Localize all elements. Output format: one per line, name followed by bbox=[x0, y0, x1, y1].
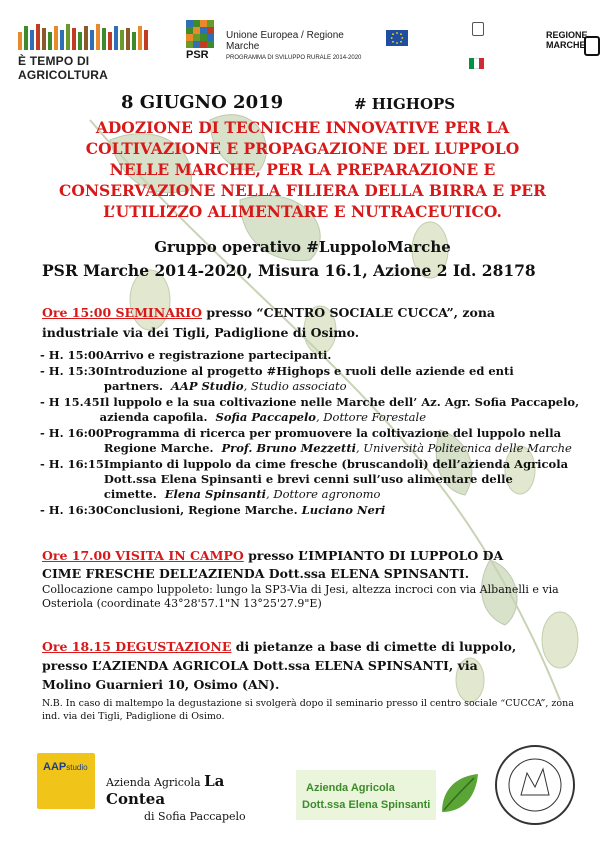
event-date: 8 GIUGNO 2019 bbox=[121, 92, 284, 113]
aap-studio-logo bbox=[37, 753, 95, 809]
event-title bbox=[20, 117, 585, 222]
event-title-line: ADOZIONE DI TECNICHE INNOVATIVE PER LA bbox=[95, 118, 510, 137]
spinsanti-logo bbox=[296, 770, 481, 820]
contea-prefix: Azienda Agricola bbox=[106, 776, 205, 789]
schedule-item bbox=[40, 457, 590, 502]
event-title-line: L’UTILIZZO ALIMENTARE E NUTRACEUTICO. bbox=[103, 202, 502, 221]
seminar-section bbox=[42, 303, 572, 343]
schedule-affiliation: , Università Politecnica delle Marche bbox=[356, 441, 572, 455]
tasting-line2: presso L’AZIENDA AGRICOLA Dott.ssa ELENA SPINSANTI, via bbox=[42, 658, 478, 673]
schedule-desc: Programma di ricerca per promuovere la coltivazione del luppolo nella Regione Marche. bbox=[103, 426, 562, 455]
psr-grid-icon bbox=[186, 20, 214, 48]
schedule-time: - H 15.45 bbox=[40, 395, 100, 409]
visit-section bbox=[42, 547, 582, 583]
contea-name: La Contea bbox=[106, 772, 225, 808]
schedule-time: - H. 15:30 bbox=[40, 364, 104, 378]
university-seal-icon bbox=[497, 747, 573, 823]
schedule-time: - H. 16:15 bbox=[40, 457, 104, 471]
spinsanti-logo-box bbox=[296, 770, 436, 820]
eu-flag-icon bbox=[386, 30, 408, 46]
tasting-line1: di pietanze a base di cimette di luppolo, bbox=[231, 639, 517, 654]
schedule-desc: Introduzione al progetto #Highops e ruoli delle aziende ed enti partners. bbox=[103, 364, 514, 393]
visit-venue: presso L’IMPIANTO DI LUPPOLO DA bbox=[243, 548, 504, 563]
event-title-line: CONSERVAZIONE NELLA FILIERA DELLA BIRRA E PER bbox=[59, 181, 546, 200]
schedule-affiliation: , Studio associato bbox=[243, 379, 347, 393]
schedule-speaker: Sofia Paccapelo bbox=[215, 410, 316, 424]
agri-logo bbox=[18, 22, 158, 82]
italy-flag-icon bbox=[469, 58, 484, 69]
schedule-item bbox=[40, 503, 590, 518]
schedule-speaker: Elena Spinsanti bbox=[164, 487, 267, 501]
tasting-section bbox=[42, 637, 582, 694]
schedule-speaker: AAP Studio bbox=[171, 379, 244, 393]
schedule-time: - H. 16:00 bbox=[40, 426, 104, 440]
spinsanti-line1: Azienda Agricola bbox=[306, 782, 395, 794]
schedule-list bbox=[40, 348, 590, 519]
agri-logo-text: È TEMPO DI AGRICOLTURA bbox=[18, 54, 108, 82]
weather-note: N.B. In caso di maltempo la degustazione si svolgerà dopo il seminario presso il centro sociale “CUCCA”, zona ind. via dei Tigli, Padiglione di Osimo. bbox=[42, 698, 574, 722]
schedule-speaker: Prof. Bruno Mezzetti bbox=[221, 441, 356, 455]
schedule-item bbox=[40, 395, 590, 425]
schedule-time: - H. 15:00 bbox=[40, 348, 104, 362]
schedule-time: - H. 16:30 bbox=[40, 503, 104, 517]
la-contea-logo bbox=[106, 772, 286, 823]
psr-logo-text: PSR bbox=[186, 49, 209, 61]
operational-group: Gruppo operativo #LuppoloMarche bbox=[154, 238, 451, 256]
psr-measure: PSR Marche 2014-2020, Misura 16.1, Azione 2 Id. 28178 bbox=[42, 261, 536, 280]
people-icon bbox=[18, 22, 158, 50]
leaf-icon bbox=[438, 772, 480, 818]
marche-mark-icon bbox=[584, 36, 600, 56]
event-title-line: COLTIVAZIONE E PROPAGAZIONE DEL LUPPOLO bbox=[85, 139, 520, 158]
seminar-venue-line2: industriale via dei Tigli, Padiglione di Osimo. bbox=[42, 325, 360, 340]
seminar-venue: presso “CENTRO SOCIALE CUCCA”, zona bbox=[202, 305, 496, 320]
contea-owner: di Sofia Paccapelo bbox=[144, 810, 246, 823]
visit-heading: Ore 17.00 VISITA IN CAMPO bbox=[42, 548, 244, 563]
schedule-desc: Conclusioni, Regione Marche. bbox=[103, 503, 298, 517]
aap-logo-subtext: studio bbox=[66, 763, 88, 772]
schedule-desc: Arrivo e registrazione partecipanti. bbox=[103, 348, 332, 362]
italian-emblem-icon bbox=[472, 22, 484, 36]
ministry-logo bbox=[436, 22, 520, 40]
visit-venue-line2: CIME FRESCHE DELL’AZIENDA Dott.ssa ELENA SPINSANTI. bbox=[42, 566, 470, 581]
regione-logo-line1: REGIONE bbox=[546, 30, 588, 40]
schedule-desc: Il luppolo e la sua coltivazione nelle Marche dell’ Az. Agr. Sofia Paccapelo, azienda capofila. bbox=[99, 395, 580, 424]
schedule-affiliation: , Dottore Forestale bbox=[315, 410, 427, 424]
aap-logo-text: AAP bbox=[43, 761, 67, 773]
programme-line1: Unione Europea / Regione Marche bbox=[226, 30, 344, 52]
event-title-line: NELLE MARCHE, PER LA PREPARAZIONE E bbox=[109, 160, 496, 179]
schedule-item bbox=[40, 348, 590, 363]
schedule-desc: Impianto di luppolo da cime fresche (bruscandoli) dell’azienda Agricola Dott.ssa Elena Spinsanti e brevi cenni sull’uso alimentare delle cimette. bbox=[103, 457, 569, 501]
schedule-item bbox=[40, 426, 590, 456]
schedule-affiliation: , Dottore agronomo bbox=[266, 487, 381, 501]
event-hashtag: # HIGHOPS bbox=[354, 95, 456, 113]
tasting-line3: Molino Guarnieri 10, Osimo (AN). bbox=[42, 677, 280, 692]
schedule-speaker: Luciano Neri bbox=[301, 503, 386, 517]
regione-logo-line2: MARCHE bbox=[546, 40, 586, 50]
visit-location-note: Collocazione campo luppoleto: lungo la SP3-Via di Jesi, altezza incroci con via Albanelli e via Osteriola (coordinate 43°28'57.1"N 13°25'27.9"E) bbox=[42, 583, 559, 610]
programme-block bbox=[226, 30, 376, 61]
tasting-heading: Ore 18.15 DEGUSTAZIONE bbox=[42, 639, 232, 654]
seminar-heading: Ore 15:00 SEMINARIO bbox=[42, 305, 203, 320]
univpm-seal bbox=[495, 745, 575, 825]
programme-line2: PROGRAMMA DI SVILUPPO RURALE 2014-2020 bbox=[226, 55, 362, 61]
spinsanti-line2: Dott.ssa Elena Spinsanti bbox=[302, 799, 431, 811]
psr-logo bbox=[186, 20, 220, 72]
schedule-item bbox=[40, 364, 590, 394]
